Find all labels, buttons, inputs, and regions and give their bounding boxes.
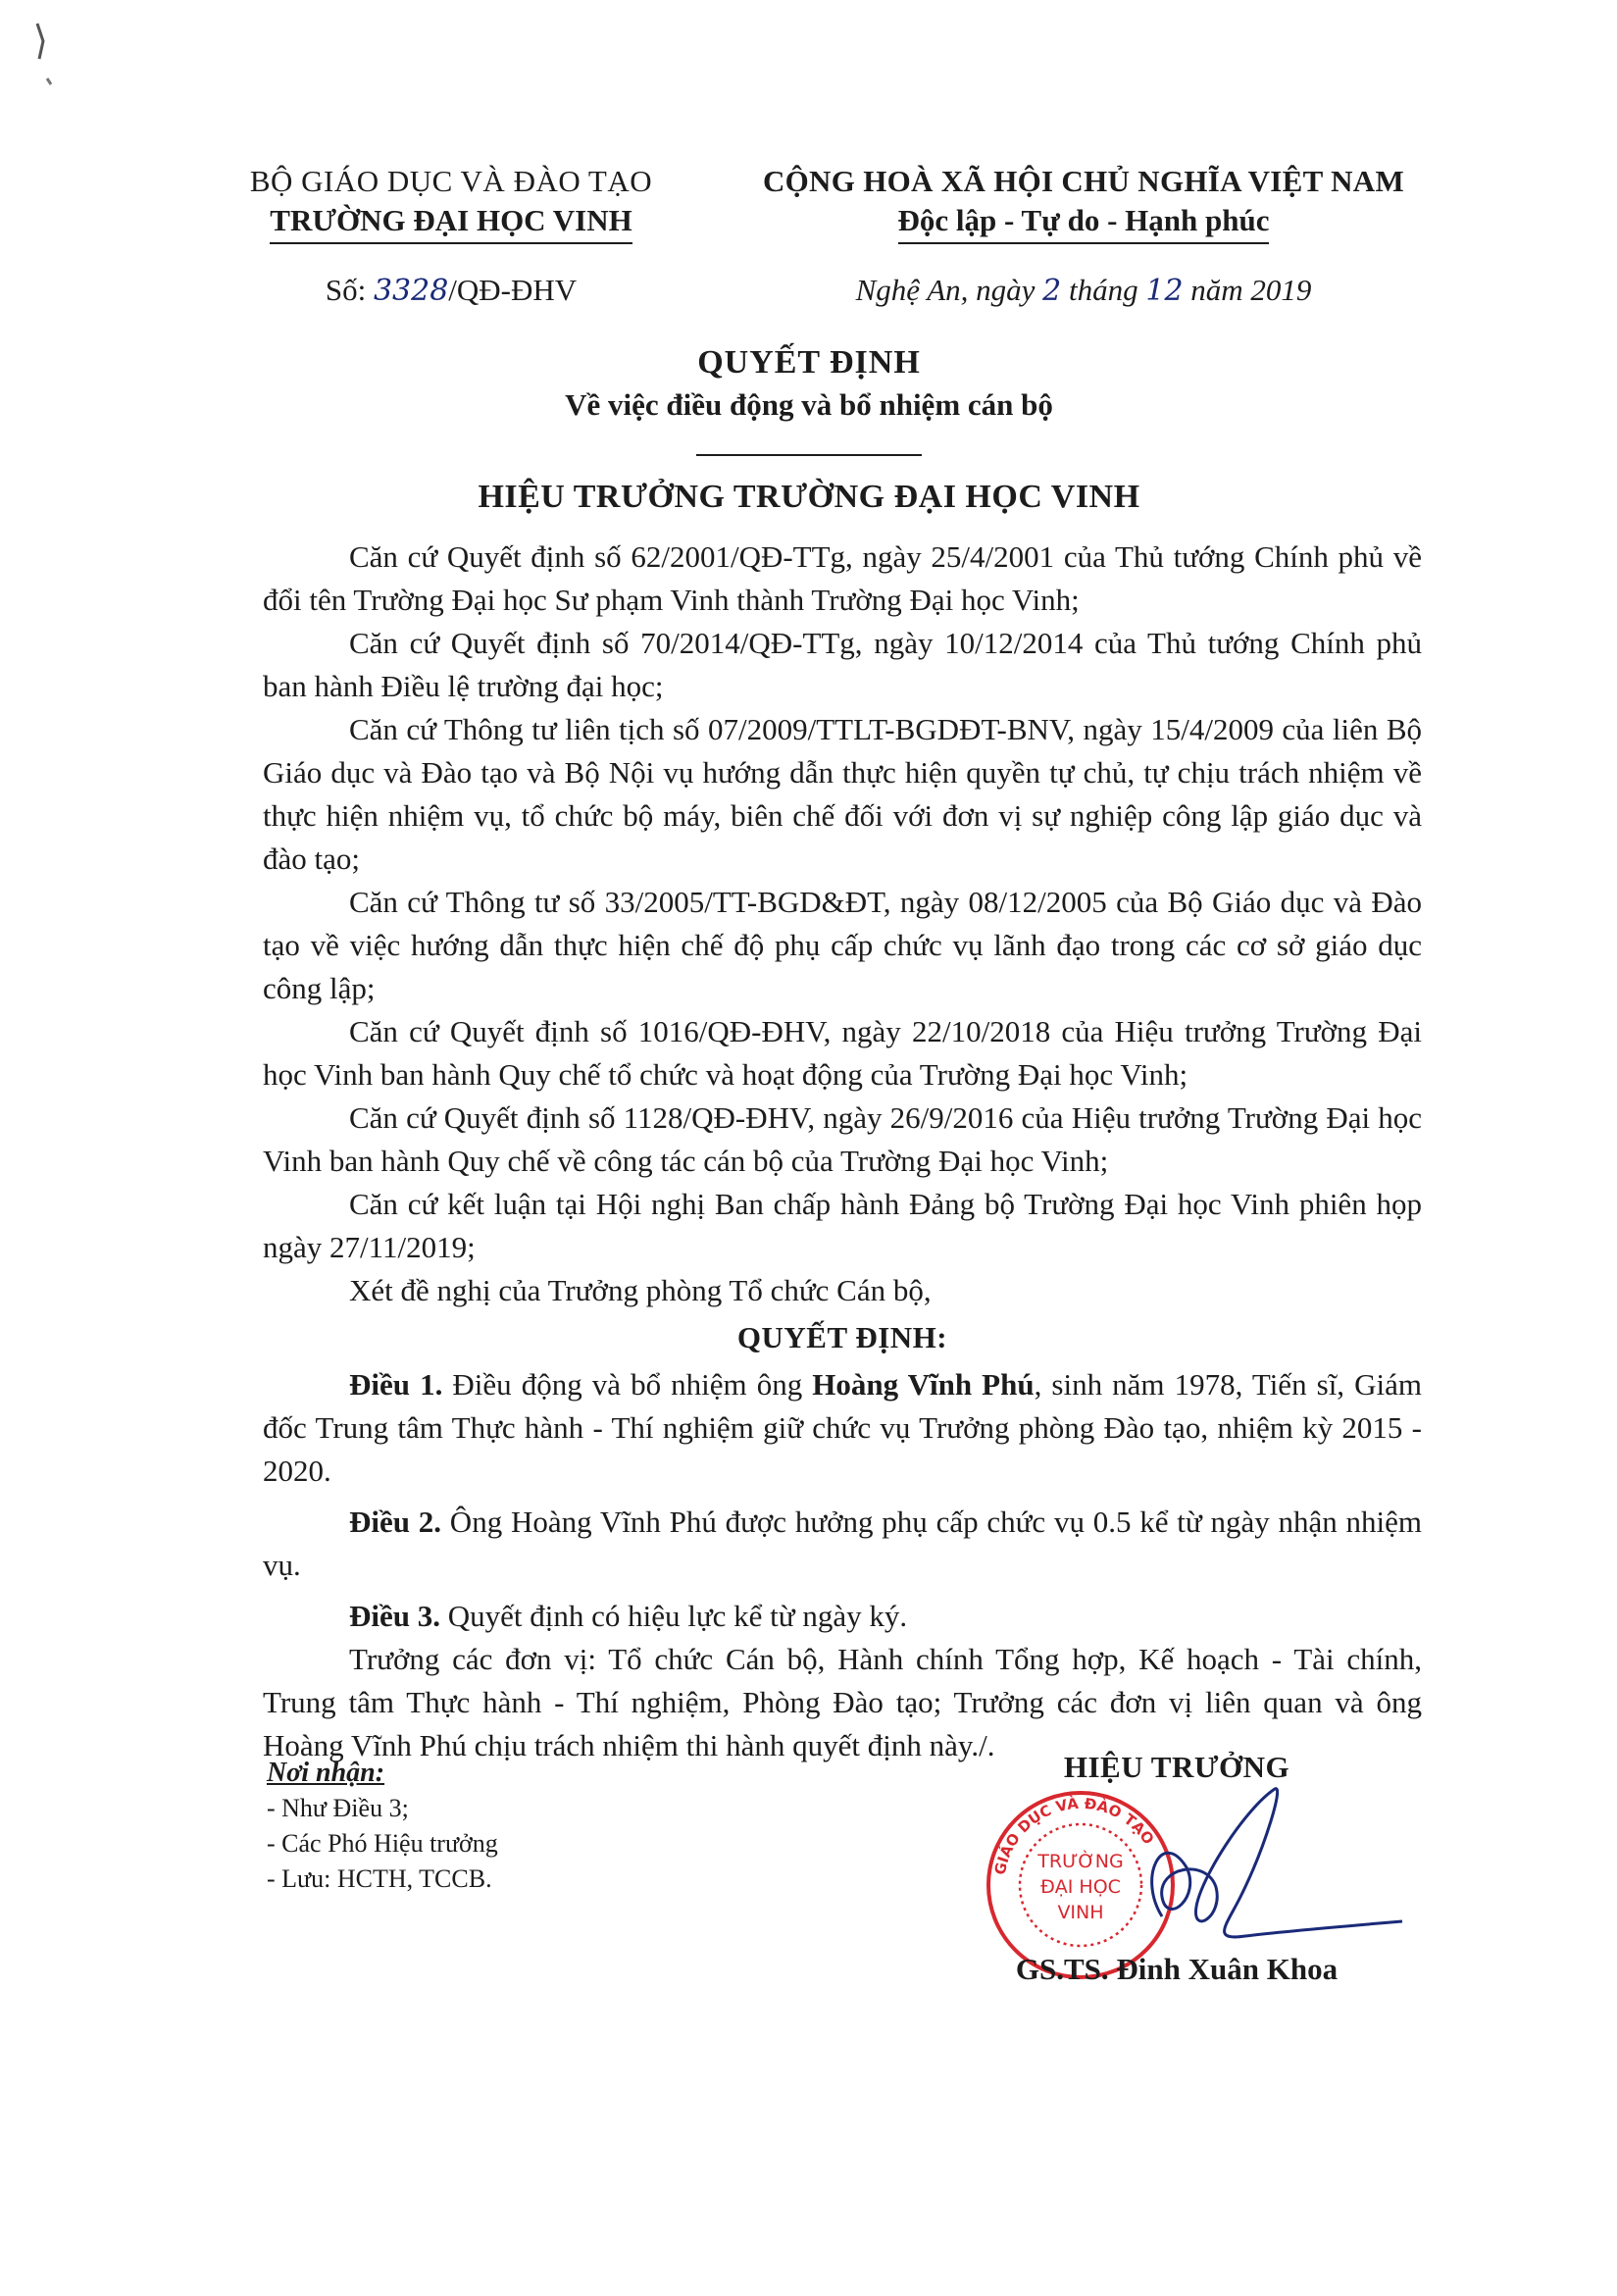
svg-text:TRƯỜNG: TRƯỜNG	[1037, 1851, 1124, 1872]
svg-text:VINH: VINH	[1057, 1902, 1104, 1923]
ground-5: Căn cứ Quyết định số 1016/QĐ-ĐHV, ngày 22/10/2018 của Hiệu trưởng Trường Đại học Vinh ban hành Quy chế tổ chức và hoạt động của Trường Đại học Vinh;	[263, 1014, 1422, 1092]
issuer-block	[177, 162, 726, 244]
issuing-authority: HIỆU TRƯỞNG TRƯỜNG ĐẠI HỌC VINH	[478, 479, 1140, 515]
recipient-item: - Lưu: HCTH, TCCB.	[267, 1864, 492, 1893]
document-title: QUYẾT ĐỊNH	[697, 344, 921, 381]
handwritten-number: 3328	[373, 274, 449, 308]
seal-outer-text: GIÁO DỤC VÀ ĐÀO TẠO	[990, 1794, 1158, 1877]
recipients-block	[267, 1756, 498, 1897]
appointee-name: Hoàng Vĩnh Phú	[812, 1367, 1035, 1402]
ground-1: Căn cứ Quyết định số 62/2001/QĐ-TTg, ngày 25/4/2001 của Thủ tướng Chính phủ về đổi tên Trường Đại học Sư phạm Vinh thành Trường Đại học Vinh;	[263, 539, 1422, 617]
document-number: Số: 3328/QĐ-ĐHV	[325, 273, 578, 308]
recipient-item: - Như Điều 3;	[267, 1794, 409, 1822]
ground-6: Căn cứ Quyết định số 1128/QĐ-ĐHV, ngày 26/9/2016 của Hiệu trưởng Trường Đại học Vinh ban hành Quy chế về công tác cán bộ của Trường Đại học Vinh;	[263, 1100, 1422, 1178]
closing-clause: Trưởng các đơn vị: Tổ chức Cán bộ, Hành chính Tổng hợp, Kế hoạch - Tài chính, Trung tâm Thực hành - Thí nghiệm, Phòng Đào tạo; Trưởng các đơn vị liên quan và ông Hoàng Vĩnh Phú chịu trách nhiệm thi hành quyết định này./.	[263, 1642, 1422, 1762]
decision-heading: QUYẾT ĐỊNH:	[736, 1320, 948, 1354]
ground-8: Xét đề nghị của Trưởng phòng Tổ chức Cán bộ,	[349, 1273, 932, 1307]
national-motto: Độc lập - Tự do - Hạnh phúc	[898, 201, 1270, 244]
signer-title: HIỆU TRƯỞNG	[1063, 1750, 1290, 1784]
signature-block	[961, 1750, 1392, 1986]
ground-3: Căn cứ Thông tư liên tịch số 07/2009/TTLT-BGDĐT-BNV, ngày 15/4/2009 của liên Bộ Giáo dục và Đào tạo và Bộ Nội vụ hướng dẫn thực hiện quyền tự chủ, tự chịu trách nhiệm về thực hiện nhiệm vụ, tổ chức bộ máy, biên chế đối với đơn vị sự nghiệp công lập giáo dục và đào tạo;	[263, 712, 1422, 876]
place-and-date: Nghệ An, ngày 2 tháng 12 năm 2019	[855, 273, 1312, 308]
country-name: CỘNG HOÀ XÃ HỘI CHỦ NGHĨA VIỆT NAM	[762, 164, 1405, 198]
ministry-name: BỘ GIÁO DỤC VÀ ĐÀO TẠO	[249, 164, 653, 198]
article-1: Điều 1. Điều động và bổ nhiệm ông Hoàng Vĩnh Phú, sinh năm 1978, Tiến sĩ, Giám đốc Trung tâm Thực hành - Thí nghiệm giữ chức vụ Trưởng phòng Đào tạo, nhiệm kỳ 2015 - 2020.	[263, 1367, 1422, 1488]
ground-2: Căn cứ Quyết định số 70/2014/QĐ-TTg, ngày 10/12/2014 của Thủ tướng Chính phủ ban hành Điều lệ trường đại học;	[263, 626, 1422, 703]
article-3: Điều 3. Quyết định có hiệu lực kể từ ngày ký.	[349, 1599, 908, 1633]
title-block	[177, 341, 1441, 467]
school-name: TRƯỜNG ĐẠI HỌC VINH	[270, 201, 632, 244]
subtitle-underline	[696, 452, 922, 456]
article-2: Điều 2. Ông Hoàng Vĩnh Phú được hưởng phụ cấp chức vụ 0.5 kể từ ngày nhận nhiệm vụ.	[263, 1505, 1422, 1582]
signer-name: GS.TS. Đinh Xuân Khoa	[1015, 1952, 1339, 1986]
ground-7: Căn cứ kết luận tại Hội nghị Ban chấp hành Đảng bộ Trường Đại học Vinh phiên họp ngày 27/11/2019;	[263, 1187, 1422, 1264]
document-subtitle: Về việc điều động và bổ nhiệm cán bộ	[565, 387, 1053, 422]
national-header	[731, 162, 1437, 244]
recipient-item: - Các Phó Hiệu trưởng	[267, 1829, 498, 1858]
recipients-heading: Nơi nhận:	[267, 1758, 385, 1788]
scan-artifact	[29, 20, 69, 88]
handwritten-day: 2	[1042, 274, 1062, 308]
ground-4: Căn cứ Thông tư số 33/2005/TT-BGD&ĐT, ngày 08/12/2005 của Bộ Giáo dục và Đào tạo về việc hướng dẫn thực hiện chế độ phụ cấp chức vụ lãnh đạo trong các cơ sở giáo dục công lập;	[263, 885, 1422, 1005]
document-body	[263, 536, 1422, 1767]
handwritten-month: 12	[1145, 274, 1184, 308]
svg-text:ĐẠI HỌC: ĐẠI HỌC	[1040, 1876, 1121, 1898]
